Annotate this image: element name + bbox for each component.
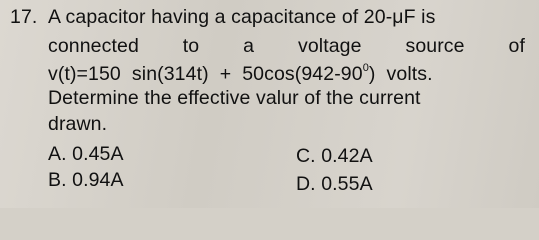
question-text-line-1: A capacitor having a capacitance of 20-μF is [48,6,436,28]
question-text-line-4: Determine the effective valur of the current [48,87,421,109]
degree-superscript: 0 [362,61,369,74]
question-number: 17. [10,6,38,28]
option-b[interactable]: B. 0.94A [48,169,124,191]
equation-end: ) volts. [368,63,433,85]
word: of [508,35,525,57]
equation-main: v(t)=150 sin(314t) + 50cos(942-90 [48,63,363,85]
word: a [243,35,255,57]
word: connected [48,35,139,57]
option-c[interactable]: C. 0.42A [296,145,373,167]
option-d[interactable]: D. 0.55A [296,173,373,195]
question-text-line-2 [48,35,525,57]
option-a[interactable]: A. 0.45A [48,143,124,165]
question-text-line-5: drawn. [48,113,108,135]
word: to [182,35,200,57]
word: source [405,35,465,57]
word: voltage [297,35,362,57]
voltage-equation [48,63,433,85]
